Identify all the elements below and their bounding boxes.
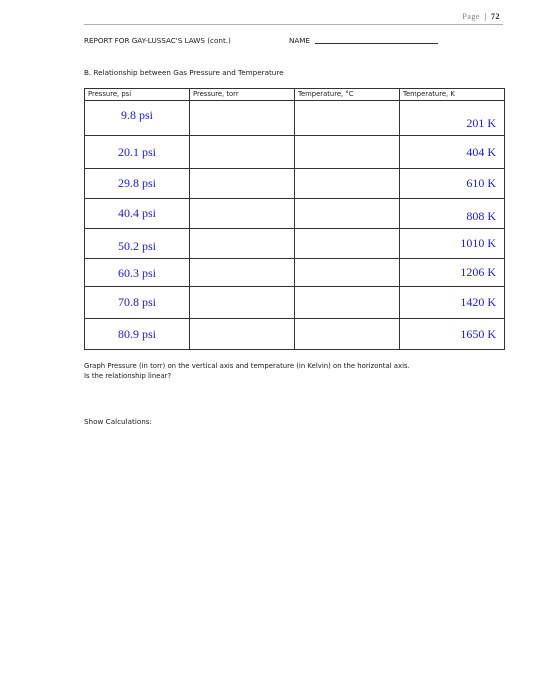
cell-temperature-c[interactable] (295, 259, 400, 287)
table-row (85, 199, 505, 229)
cell-temperature-k: 1206 K (400, 259, 505, 287)
section-title: B. Relationship between Gas Pressure and Temperature (84, 68, 284, 77)
cell-pressure-psi: 70.8 psi (85, 287, 190, 319)
pressure-temperature-table (84, 88, 505, 350)
page-label-separator: | (484, 12, 487, 21)
cell-pressure-psi: 40.4 psi (85, 199, 190, 229)
cell-pressure-torr[interactable] (190, 101, 295, 136)
cell-temperature-c[interactable] (295, 169, 400, 199)
cell-temperature-c[interactable] (295, 319, 400, 350)
cell-pressure-psi: 60.3 psi (85, 259, 190, 287)
show-calculations-label: Show Calculations: (84, 417, 152, 426)
cell-temperature-c[interactable] (295, 101, 400, 136)
table-row (85, 287, 505, 319)
table-row (85, 169, 505, 199)
col-header-pressure-torr: Pressure, torr (190, 89, 295, 101)
col-header-temperature-k: Temperature, K (400, 89, 505, 101)
cell-temperature-c[interactable] (295, 199, 400, 229)
cell-pressure-psi: 80.9 psi (85, 319, 190, 350)
cell-temperature-k: 1010 K (400, 229, 505, 259)
table-row (85, 101, 505, 136)
cell-pressure-torr[interactable] (190, 229, 295, 259)
table-row (85, 259, 505, 287)
cell-pressure-psi: 20.1 psi (85, 136, 190, 169)
page-label-prefix: Page (462, 12, 480, 21)
cell-temperature-k: 808 K (400, 199, 505, 229)
cell-pressure-torr[interactable] (190, 136, 295, 169)
cell-temperature-k: 1650 K (400, 319, 505, 350)
cell-pressure-psi: 29.8 psi (85, 169, 190, 199)
col-header-pressure-psi: Pressure, psi (85, 89, 190, 101)
page-number (462, 12, 500, 21)
cell-pressure-torr[interactable] (190, 287, 295, 319)
table-row (85, 319, 505, 350)
cell-temperature-k: 610 K (400, 169, 505, 199)
table-row (85, 229, 505, 259)
cell-temperature-k: 201 K (400, 101, 505, 136)
col-header-temperature-c: Temperature, °C (295, 89, 400, 101)
cell-temperature-c[interactable] (295, 287, 400, 319)
cell-temperature-c[interactable] (295, 136, 400, 169)
page-label-number: 72 (491, 12, 500, 21)
report-title: REPORT FOR GAY-LUSSAC'S LAWS (cont.) (84, 36, 231, 45)
cell-pressure-torr[interactable] (190, 259, 295, 287)
cell-pressure-torr[interactable] (190, 169, 295, 199)
cell-pressure-psi: 9.8 psi (85, 101, 190, 136)
cell-pressure-psi: 50.2 psi (85, 229, 190, 259)
cell-temperature-k: 404 K (400, 136, 505, 169)
table-header-row (85, 89, 505, 101)
cell-pressure-torr[interactable] (190, 319, 295, 350)
cell-pressure-torr[interactable] (190, 199, 295, 229)
table-row (85, 136, 505, 169)
name-label: NAME (289, 36, 311, 45)
graph-instructions (84, 361, 514, 381)
name-field-line[interactable] (315, 43, 438, 44)
header-rule (84, 24, 503, 25)
linearity-question: Is the relationship linear? (84, 372, 172, 380)
cell-temperature-k: 1420 K (400, 287, 505, 319)
graph-instruction-line: Graph Pressure (in torr) on the vertical axis and temperature (in Kelvin) on the horizontal axis. (84, 362, 410, 370)
cell-temperature-c[interactable] (295, 229, 400, 259)
